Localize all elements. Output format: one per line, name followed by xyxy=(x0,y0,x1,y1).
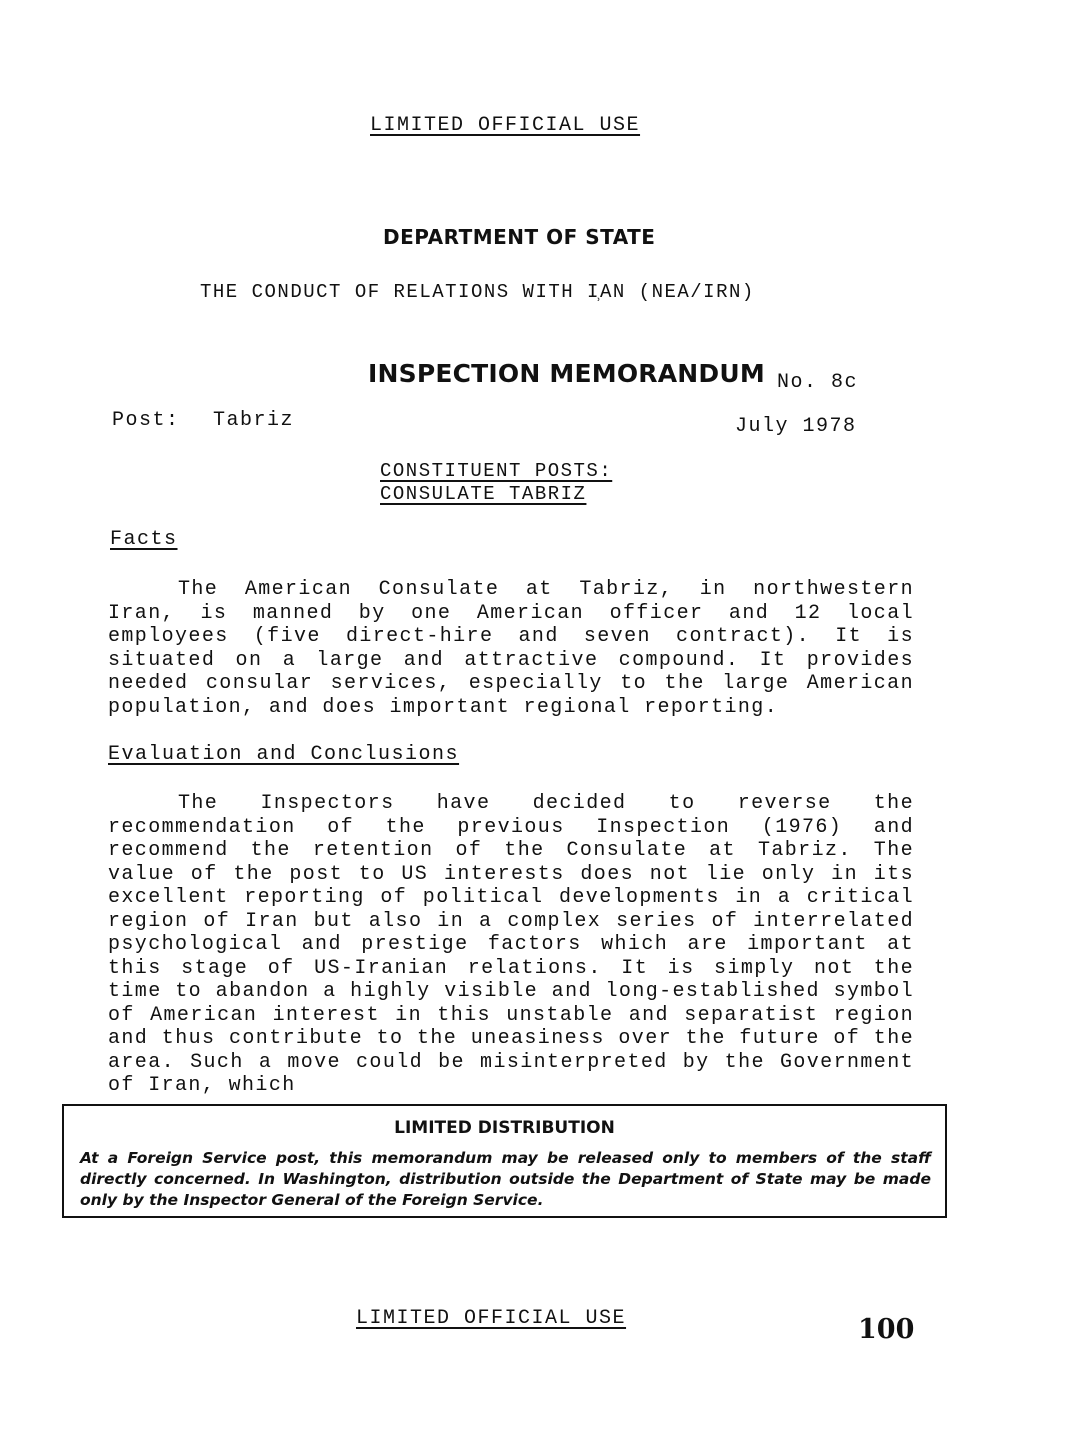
post-value: Tabriz xyxy=(213,409,295,432)
department-heading: DEPARTMENT OF STATE xyxy=(383,225,656,249)
limited-distribution-box xyxy=(62,1104,947,1218)
post-label: Post: xyxy=(112,409,180,432)
page-number: 100 xyxy=(858,1314,915,1345)
bottom-classification: LIMITED OFFICIAL USE xyxy=(356,1307,627,1330)
constituent-posts-line2: CONSULATE TABRIZ xyxy=(380,483,587,505)
top-classification: LIMITED OFFICIAL USE xyxy=(370,114,641,137)
facts-paragraph: The American Consulate at Tabriz, in northwestern Iran, is manned by one American officer and 12 local employees (five direct-hire and seven contract). It is situated on a large and attractive compound. It provides needed consular services, especially to the large American population, and does important regional reporting. xyxy=(108,578,914,719)
memo-number: No. 8c xyxy=(777,371,859,394)
memo-date: July 1978 xyxy=(735,415,857,438)
evaluation-heading: Evaluation and Conclusions xyxy=(108,743,460,766)
evaluation-paragraph: The Inspectors have decided to reverse the recommendation of the previous Inspection (1976) and recommend the retention of the Consulate at Tabriz. The value of the post to US interests does not lie only in its excellent reporting of political developments in a critical region of Iran but also in a complex series of interrelated psychological and prestige factors which are important at this stage of US-Iranian relations. It is simply not the time to abandon a highly visible and long-established symbol of American interest in this unstable and separatist region and thus contribute to the uneasiness over the future of the area. Such a move could be misinterpreted by the Government of Iran, which xyxy=(108,792,914,1097)
limited-distribution-text: At a Foreign Service post, this memorandum may be released only to members of the staff directly concerned. In Washington, distribution outside the Department of State may be made only by the Inspector General of the Foreign Service. xyxy=(80,1149,931,1209)
memo-title: INSPECTION MEMORANDUM xyxy=(368,359,765,388)
facts-heading: Facts xyxy=(110,528,178,551)
subject-line: THE CONDUCT OF RELATIONS WITH I̹AN (NEA/IRN) xyxy=(200,281,755,303)
constituent-posts-line1: CONSTITUENT POSTS: xyxy=(380,460,613,482)
limited-distribution-title: LIMITED DISTRIBUTION xyxy=(394,1118,615,1138)
